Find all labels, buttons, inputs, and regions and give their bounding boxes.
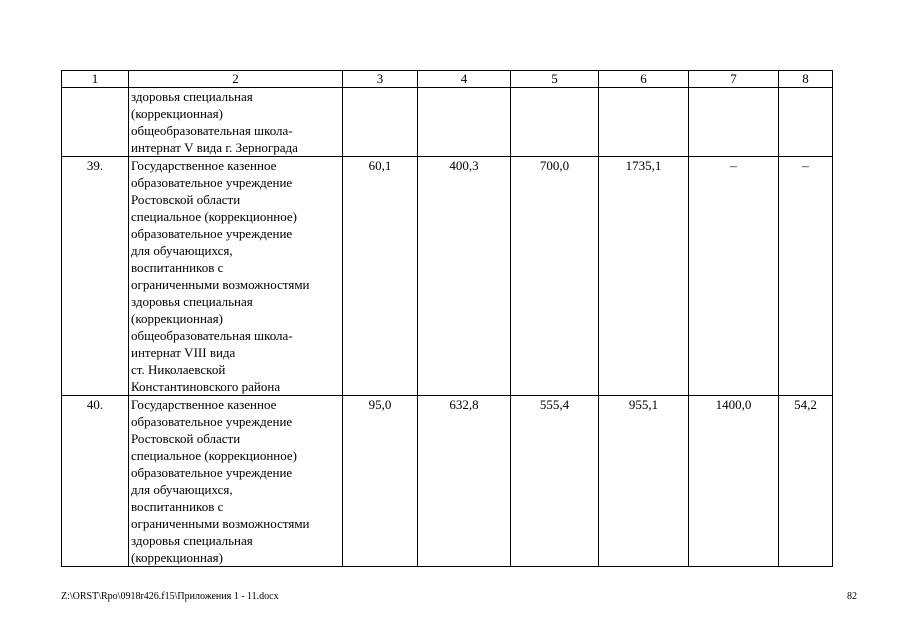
- value-col-3: 60,1: [343, 157, 418, 396]
- footer-file-path: Z:\ORST\Rpo\0918r426.f15\Приложения 1 - 11.docx: [61, 591, 279, 602]
- footer-page-number: 82: [847, 591, 857, 602]
- column-header-3: 3: [343, 71, 418, 88]
- column-header-8: 8: [779, 71, 833, 88]
- table-row: [62, 157, 833, 396]
- value-col-5: 700,0: [511, 157, 599, 396]
- row-number: 40.: [62, 396, 129, 567]
- column-header-4: 4: [418, 71, 511, 88]
- value-col-8: [779, 88, 833, 157]
- value-col-7: [689, 88, 779, 157]
- value-col-4: 400,3: [418, 157, 511, 396]
- row-number: 39.: [62, 157, 129, 396]
- appendix-table: [61, 70, 833, 567]
- column-header-6: 6: [599, 71, 689, 88]
- institution-name: здоровья специальная (коррекционная) общеобразовательная школа- интернат V вида г. Зернограда: [129, 88, 343, 157]
- institution-name: Государственное казенное образовательное учреждение Ростовской области специальное (коррекционное) образовательное учреждение для обучающихся, воспитанников с ограниченными возможностями здоровья специальная (коррекционная) общеобразовательная школа- интернат VIII вида ст. Николаевской Константиновского района: [129, 157, 343, 396]
- row-number: [62, 88, 129, 157]
- value-col-7: 1400,0: [689, 396, 779, 567]
- column-header-2: 2: [129, 71, 343, 88]
- value-col-4: 632,8: [418, 396, 511, 567]
- value-col-5: 555,4: [511, 396, 599, 567]
- value-col-8: 54,2: [779, 396, 833, 567]
- column-header-1: 1: [62, 71, 129, 88]
- column-header-5: 5: [511, 71, 599, 88]
- table-row: [62, 396, 833, 567]
- value-col-6: 1735,1: [599, 157, 689, 396]
- column-header-7: 7: [689, 71, 779, 88]
- value-col-6: 955,1: [599, 396, 689, 567]
- table-row: [62, 88, 833, 157]
- value-col-3: [343, 88, 418, 157]
- institution-name: Государственное казенное образовательное учреждение Ростовской области специальное (коррекционное) образовательное учреждение для обучающихся, воспитанников с ограниченными возможностями здоровья специальная (коррекционная): [129, 396, 343, 567]
- value-col-4: [418, 88, 511, 157]
- value-col-3: 95,0: [343, 396, 418, 567]
- value-col-5: [511, 88, 599, 157]
- value-col-6: [599, 88, 689, 157]
- value-col-7: –: [689, 157, 779, 396]
- value-col-8: –: [779, 157, 833, 396]
- header-row: [62, 71, 833, 88]
